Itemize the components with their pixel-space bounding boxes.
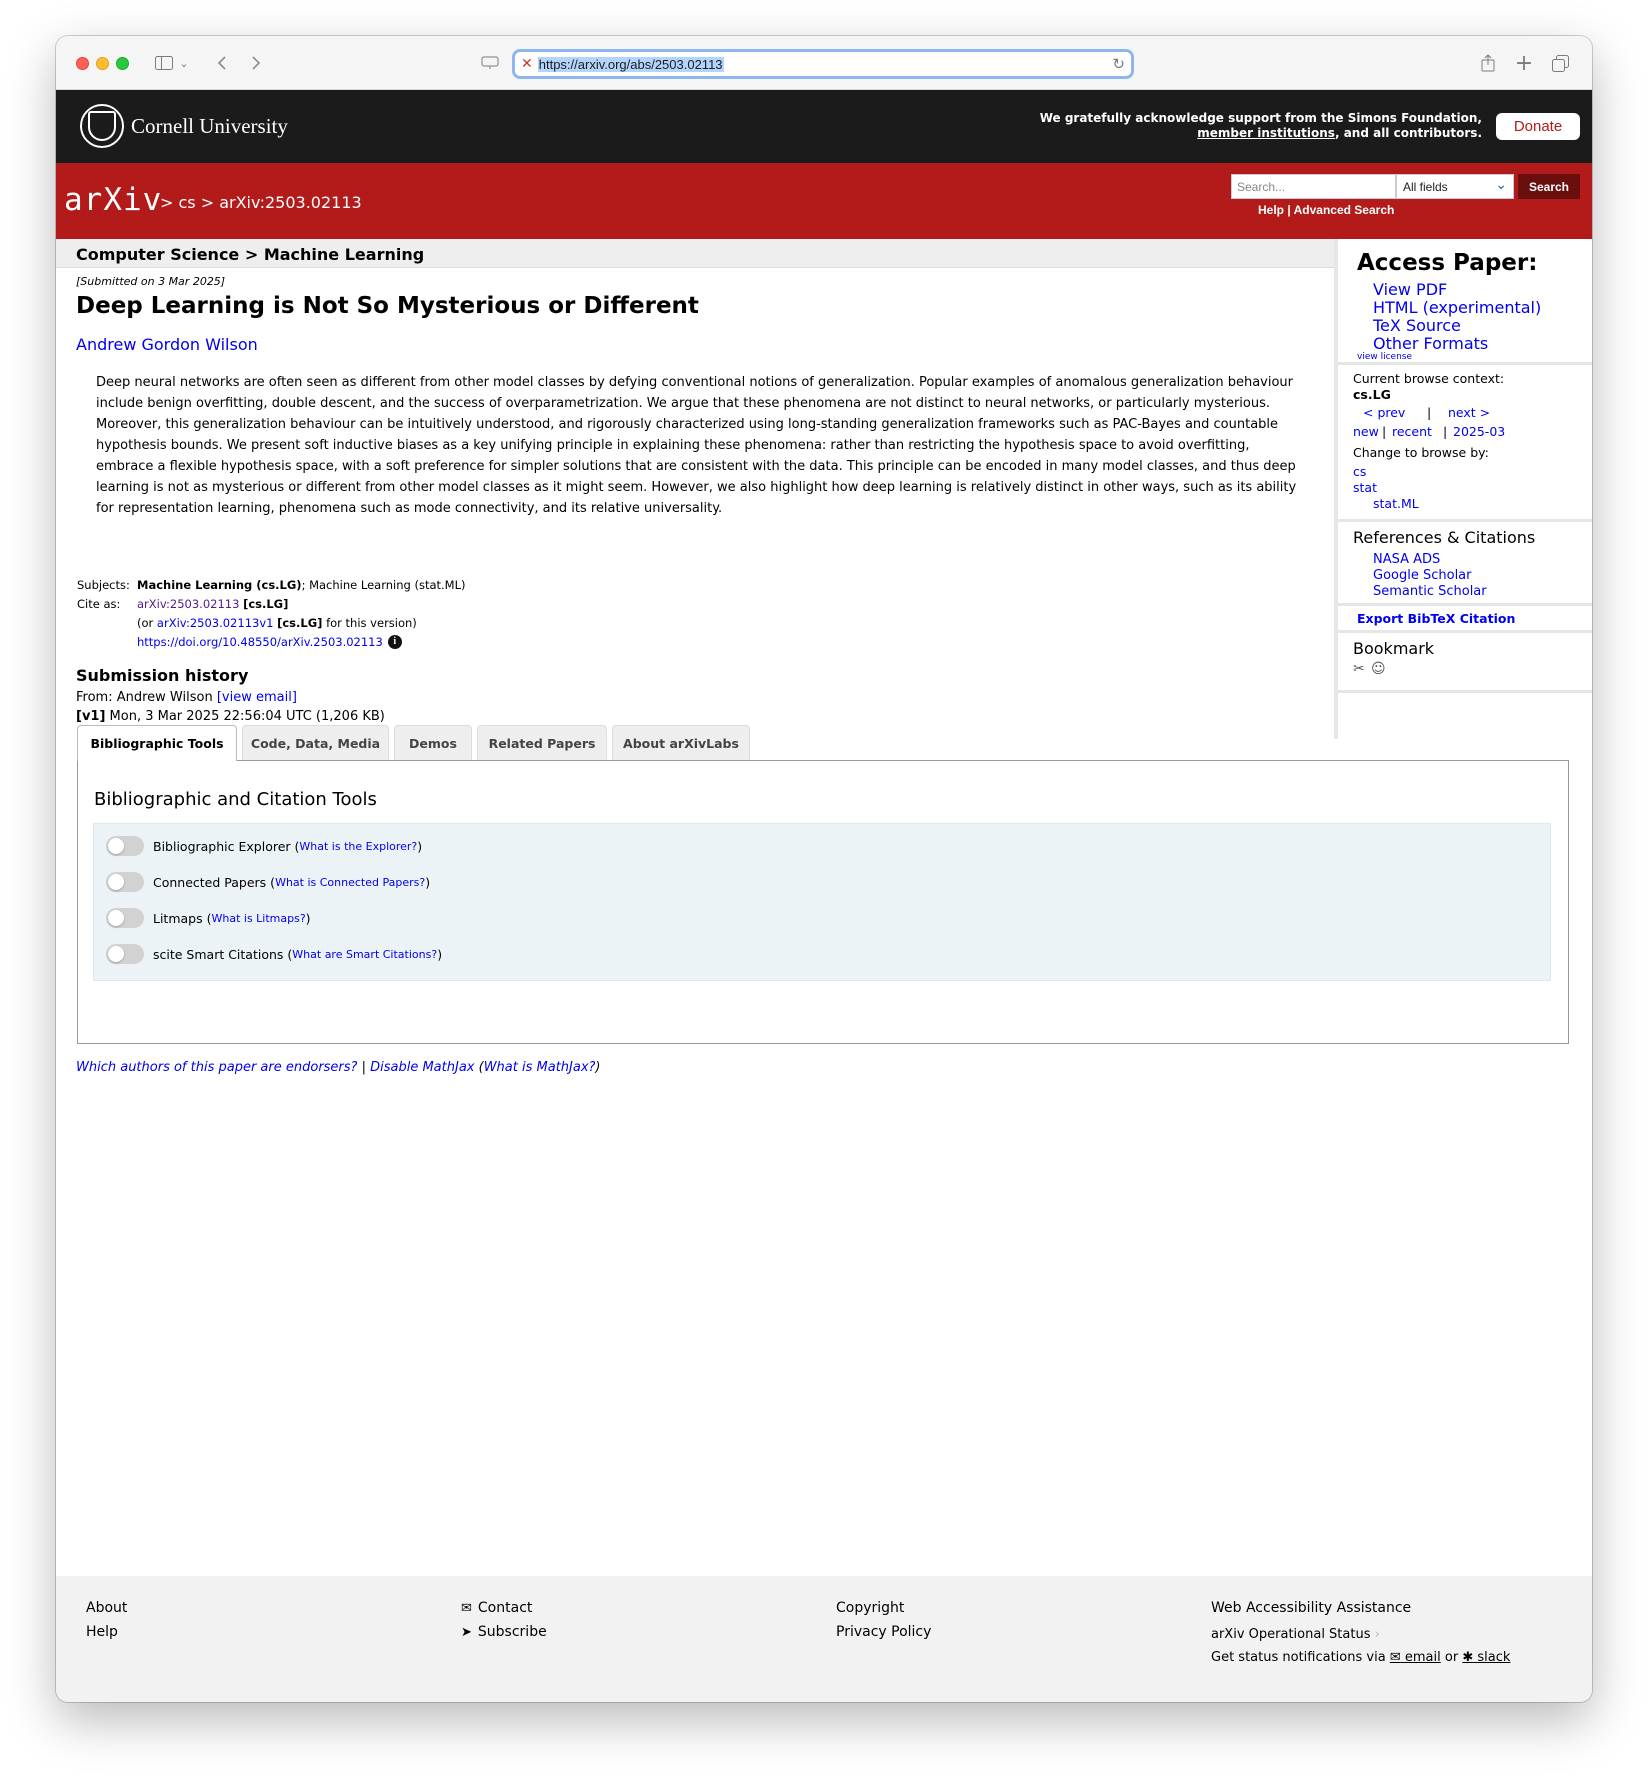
tools-box [93,823,1551,981]
tex-source-link[interactable]: TeX Source [1373,316,1461,335]
status-label: arXiv Operational Status [1211,1627,1371,1642]
endorsers-link[interactable]: Which authors of this paper are endorsers? [76,1060,358,1075]
address-bar[interactable] [512,49,1134,79]
bibsonomy-icon[interactable]: ✂ [1353,661,1365,677]
cite-version-link[interactable]: arXiv:2503.02113v1 [156,616,274,630]
browser-window [56,36,1592,1702]
export-box [1338,606,1592,633]
what-are-smart-citations-link[interactable]: What are Smart Citations? [292,947,438,961]
tab-related-papers[interactable]: Related Papers [477,725,607,760]
cite-or: (or [137,616,154,630]
separator: | [357,1060,371,1075]
litmaps-toggle[interactable] [106,908,144,928]
tab-about-arxivlabs[interactable]: About arXivLabs [612,725,750,760]
search-field-select[interactable] [1396,174,1514,199]
footer-copyright-link[interactable]: Copyright [836,1600,905,1616]
cite-version-row [137,616,417,630]
advanced-search-link[interactable]: Advanced Search [1293,203,1395,217]
search-field-value: All fields [1403,180,1448,194]
semantic-scholar-link[interactable]: Semantic Scholar [1373,584,1487,599]
access-paper-box [1338,239,1592,365]
doi-row [137,635,402,649]
email-label: email [1404,1650,1441,1665]
submission-from [76,690,297,705]
cite-category: [cs.LG] [243,597,289,611]
subject-header-text: Computer Science > Machine Learning [76,245,425,264]
month-link[interactable]: 2025-03 [1453,424,1506,439]
access-paper-title: Access Paper: [1357,250,1538,276]
tool-label: Connected Papers [153,874,267,890]
submission-version [76,709,385,724]
footer-notifications [1211,1650,1510,1665]
bookmark-box [1338,633,1592,693]
view-license-link[interactable]: view license [1357,352,1413,362]
status-slack-link[interactable] [1462,1650,1510,1665]
subjects-row [77,578,465,592]
footer-help-link[interactable]: Help [86,1624,118,1640]
search-help-links [1258,203,1394,217]
connected-papers-toggle[interactable] [106,872,144,892]
google-scholar-link[interactable]: Google Scholar [1373,568,1472,583]
nasa-ads-link[interactable]: NASA ADS [1373,552,1441,567]
browse-context-box [1338,365,1592,522]
abstract: Deep neural networks are often seen as different from other model classes by defying conventional notions of generalization. Popular examples of anomalous generalization behaviour include benign overfitting, double descent, and the success of overparametrization. We argue that these phenomena are not distinct to neural networks, or particularly mysterious. Moreover, this generalization behaviour can be intuitively understood, and rigorously characterized using long-standing generalization frameworks such as PAC-Bayes and countable hypothesis bounds. We present soft inductive biases as a key unifying principle in explaining these phenomena: rather than restricting the hypothesis space to avoid overfitting, embrace a flexible hypothesis space, with a soft preference for simpler solutions that are consistent with the data. This principle can be encoded in many model classes, and thus deep learning is not as mysterious or different from other model classes as it might seem. However, we also highlight how deep learning is relatively distinct in other ways, such as its ability for representation learning, phenomena such as mode connectivity, and its relative universality. [96,375,1297,516]
paper-title: Deep Learning is Not So Mysterious or Different [76,293,699,319]
view-email-link[interactable]: [view email] [216,690,297,705]
envelope-icon: ✉ [1389,1650,1401,1665]
slack-label: slack [1477,1650,1511,1665]
sidebar-toggle-icon[interactable] [153,50,175,76]
help-link[interactable]: Help [1258,203,1285,217]
footer-subscribe-link[interactable] [461,1624,547,1640]
bottom-links: Which authors of this paper are endorsers? | Disable MathJax (What is MathJax?) [76,1060,601,1075]
notify-label: Get status notifications via [1211,1650,1386,1665]
site-favicon-icon: ✕ [521,56,533,72]
info-icon[interactable]: i [388,635,402,649]
tab-code-data-media[interactable]: Code, Data, Media [242,725,389,760]
forward-arrow-icon[interactable] [248,50,264,76]
url-text[interactable]: https://arxiv.org/abs/2503.02113 [538,56,723,72]
tool-row-explorer: Bibliographic Explorer ( What is the Explorer? ) [106,836,422,856]
version-text: Mon, 3 Mar 2025 22:56:04 UTC (1,206 KB) [109,709,385,724]
reader-icon[interactable] [479,50,501,76]
new-link[interactable]: new [1353,424,1379,439]
what-is-explorer-link[interactable]: What is the Explorer? [299,839,418,853]
footer-status-link[interactable] [1211,1627,1380,1642]
separator: | [1287,203,1291,217]
export-bibtex-link[interactable]: Export BibTeX Citation [1357,611,1516,626]
tool-label: Bibliographic Explorer [153,838,291,854]
donate-button[interactable]: Donate [1496,113,1580,140]
search-button[interactable]: Search [1518,174,1580,199]
status-email-link[interactable] [1390,1650,1441,1665]
version-label[interactable]: [v1] [76,709,106,724]
tab-overview-icon[interactable] [1550,50,1570,76]
change-browse-label: Change to browse by: [1353,445,1489,460]
what-is-mathjax-link[interactable]: What is MathJax? [483,1060,596,1075]
cite-version-category: [cs.LG] [277,616,323,630]
bookmark-title: Bookmark [1353,639,1435,658]
right-sidebar [1334,239,1592,739]
secondary-subject: ; Machine Learning (stat.ML) [301,578,466,592]
context-label: Current browse context: [1353,371,1505,386]
envelope-icon: ✉ [461,1601,472,1616]
view-pdf-link[interactable]: View PDF [1373,280,1448,299]
submission-date: [Submitted on 3 Mar 2025] [76,275,226,288]
subjects-label: Subjects: [77,578,130,592]
footer-contact-link[interactable] [461,1600,532,1616]
pipe: | [1382,424,1387,439]
support-line-rest: , and all contributors. [1334,126,1482,140]
contact-label: Contact [477,1600,533,1616]
tool-row-connected-papers: Connected Papers ( What is Connected Papers? ) [106,872,430,892]
support-line: We gratefully acknowledge support from the Simons Foundation, [1039,111,1482,125]
primary-subject: Machine Learning (cs.LG) [137,578,302,592]
tool-label: Litmaps [153,910,203,926]
submitter: From: Andrew Wilson [76,690,213,705]
references-box [1338,522,1592,606]
close-window-button[interactable] [76,57,89,70]
other-formats-link[interactable]: Other Formats [1373,334,1489,353]
context-value: cs.LG [1353,387,1391,402]
explorer-toggle[interactable] [106,836,144,856]
tab-bibliographic-tools[interactable]: Bibliographic Tools [77,725,237,761]
reddit-icon[interactable]: ☺ [1371,661,1386,677]
prev-link[interactable]: < prev [1363,405,1406,420]
tool-row-litmaps: Litmaps ( What is Litmaps? ) [106,908,311,928]
cite-label: Cite as: [77,597,121,611]
new-tab-icon[interactable]: + [1514,50,1534,76]
recent-link[interactable]: recent [1392,424,1432,439]
breadcrumb[interactable]: > cs > arXiv:2503.02113 [160,193,362,212]
footer-about-link[interactable]: About [86,1600,128,1616]
scite-toggle[interactable] [106,944,144,964]
browser-toolbar [56,36,1592,90]
back-arrow-icon[interactable] [214,50,230,76]
member-institutions-link[interactable]: member institutions [1197,126,1335,140]
page-footer [56,1576,1592,1702]
cite-id-link[interactable]: arXiv:2503.02113 [137,597,240,611]
or-label: or [1444,1650,1459,1665]
chevron-down-icon[interactable]: ⌄ [179,56,189,70]
slack-icon: ✱ [1462,1650,1474,1665]
pipe: | [1443,424,1448,439]
subject-header [56,239,1334,268]
footer-accessibility-link[interactable]: Web Accessibility Assistance [1211,1600,1412,1616]
arxiv-header [56,163,1592,239]
doi-link[interactable]: https://doi.org/10.48550/arXiv.2503.02113 [137,635,383,649]
browse-cs-link[interactable]: cs [1353,464,1367,479]
cornell-banner [56,90,1592,163]
support-message [1040,111,1482,141]
what-is-litmaps-link[interactable]: What is Litmaps? [211,911,306,925]
tab-panel [77,760,1569,1044]
share-icon[interactable] [1478,50,1498,76]
pipe: | [1427,405,1432,420]
zoom-window-button[interactable] [116,57,129,70]
subscribe-label: Subscribe [477,1624,547,1640]
search-input[interactable]: Search... [1231,174,1396,199]
minimize-window-button[interactable] [96,57,109,70]
tab-demos[interactable]: Demos [394,725,472,760]
cite-version-rest: for this version) [326,616,417,630]
what-is-connected-papers-link[interactable]: What is Connected Papers? [275,875,426,889]
tool-label: scite Smart Citations [153,946,284,962]
reload-icon[interactable]: ↻ [1112,55,1125,73]
cite-row [77,597,288,611]
browse-stat-link[interactable]: stat [1353,480,1377,495]
arxiv-logo[interactable]: arXiv [64,182,163,218]
footer-privacy-link[interactable]: Privacy Policy [836,1624,932,1640]
cornell-logo-text[interactable]: Cornell University [131,114,288,138]
next-link[interactable]: next > [1448,405,1491,420]
chevron-right-icon: › [1374,1627,1380,1642]
html-link[interactable]: HTML (experimental) [1373,298,1542,317]
author-link[interactable]: Andrew Gordon Wilson [76,335,258,354]
tools-title: Bibliographic and Citation Tools [94,789,377,810]
submission-history-title: Submission history [76,666,249,685]
disable-mathjax-link[interactable]: Disable MathJax [370,1060,475,1075]
paper-plane-icon: ➤ [461,1625,472,1640]
browse-statml-link[interactable]: stat.ML [1373,496,1419,511]
references-title: References & Citations [1353,528,1536,547]
cornell-seal-icon[interactable] [80,104,124,148]
chevron-down-icon: ⌄ [1495,176,1507,192]
tool-row-scite: scite Smart Citations ( What are Smart Citations? ) [106,944,442,964]
